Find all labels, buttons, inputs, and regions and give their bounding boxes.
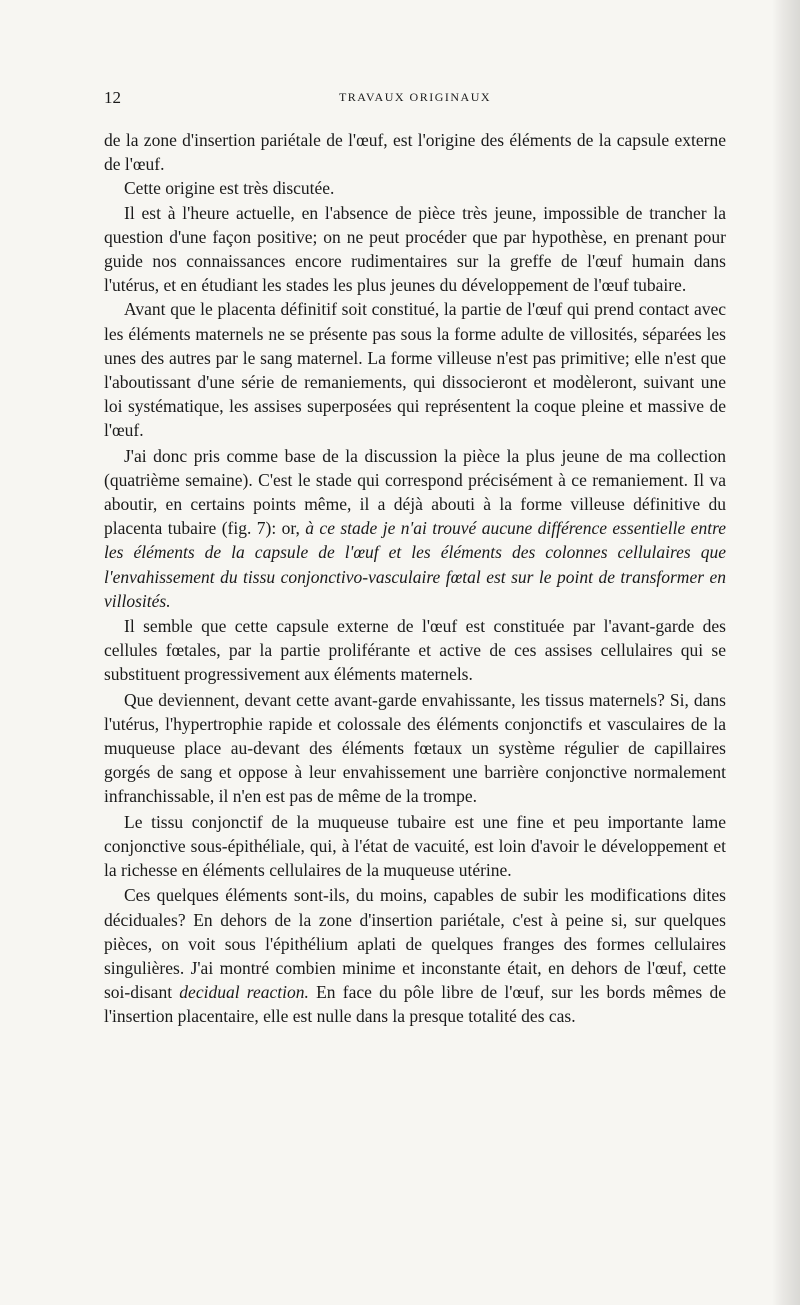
paragraph-7: Que deviennent, devant cette avant-garde envahissante, les tissus maternels? Si, dans l'utérus, l'hypertrophie rapide et colossale des éléments conjonctifs et vasculaires de la muqueuse place au-devant des éléments fœtaux un système régulier de capillaires gorgés de sang et oppose à leur envahissement une barrière conjonctive normalement infranchissable, il n'en est pas de même de la trompe.	[104, 689, 726, 807]
paragraph-9-end: En face du pôle libre de l'œuf, sur les bords mêmes de l'insertion placentaire, elle est nulle dans la presque totalité des cas.	[104, 982, 726, 1027]
paragraph-6: Il semble que cette capsule externe de l'œuf est constituée par l'avant-garde des cellules fœtales, par la partie proliférante et active de ces assises cellulaires qui se substituent progressivement aux éléments maternels.	[104, 616, 726, 685]
page-edge-shadow	[772, 0, 800, 1305]
paragraph-4: Avant que le placenta définitif soit constitué, la partie de l'œuf qui prend contact avec les éléments maternels ne se présente pas sous la forme adulte de villosités, séparées les unes des autres par le sang maternel. La forme villeuse n'est pas primitive; elle n'est que l'aboutissant d'une série de remaniements, qui dissocieront et modèleront, suivant une loi systématique, les assises superposées qui représentent la coque pleine et massive de l'œuf.	[104, 299, 726, 441]
page-header	[104, 88, 726, 112]
running-title: TRAVAUX ORIGINAUX	[338, 90, 492, 104]
paragraph-3: Il est à l'heure actuelle, en l'absence de pièce très jeune, impossible de trancher la question d'une façon positive; on ne peut procéder que par hypothèse, en prenant pour guide nos connaissances encore rudimentaires sur la greffe de l'œuf humain dans l'utérus, et en étudiant les stades les plus jeunes du développement de l'œuf tubaire.	[104, 202, 726, 296]
body-text	[104, 128, 726, 1029]
paragraph-8: Le tissu conjonctif de la muqueuse tubaire est une fine et peu importante lame conjonctive sous-épithéliale, qui, à l'état de vacuité, est loin d'avoir le développement et la richesse en éléments cellulaires de la muqueuse utérine.	[104, 811, 726, 881]
paragraph-5-italic: à ce stade je n'ai trouvé aucune différence essentielle entre les éléments de la capsule de l'œuf et les éléments des colonnes cellulaires que l'envahissement du tissu conjonctivo-vasculaire fœtal est sur le point de transformer en villosités.	[104, 518, 726, 611]
paragraph-5-text: J'ai donc pris comme base de la discussion la pièce la plus jeune de ma collection (quatrième semaine). C'est le stade qui correspond précisément à ce remaniement. Il va aboutir, en certains points même, il a déjà abouti à la forme villeuse définitive du placenta tubaire (fig. 7): or,	[104, 445, 726, 539]
paragraph-2: Cette origine est très discutée.	[124, 178, 335, 199]
paragraph-9-italic: decidual reaction.	[179, 982, 309, 1003]
paragraph-9	[104, 883, 726, 1028]
paragraph-1: de la zone d'insertion pariétale de l'œuf, est l'origine des éléments de la capsule externe de l'œuf.	[104, 130, 726, 175]
paragraph-9-text: Ces quelques éléments sont-ils, du moins, capables de subir les modifications dites déciduales? En dehors de la zone d'insertion pariétale, c'est à peine si, sur quelques pièces, on voit sous l'épithélium aplati de quelques franges des formes cellulaires singulières. J'ai montré combien minime et inconstante était, en dehors de l'œuf, cette soi-disant	[104, 885, 726, 1003]
paragraph-5	[104, 444, 726, 613]
page-number: 12	[104, 88, 121, 107]
